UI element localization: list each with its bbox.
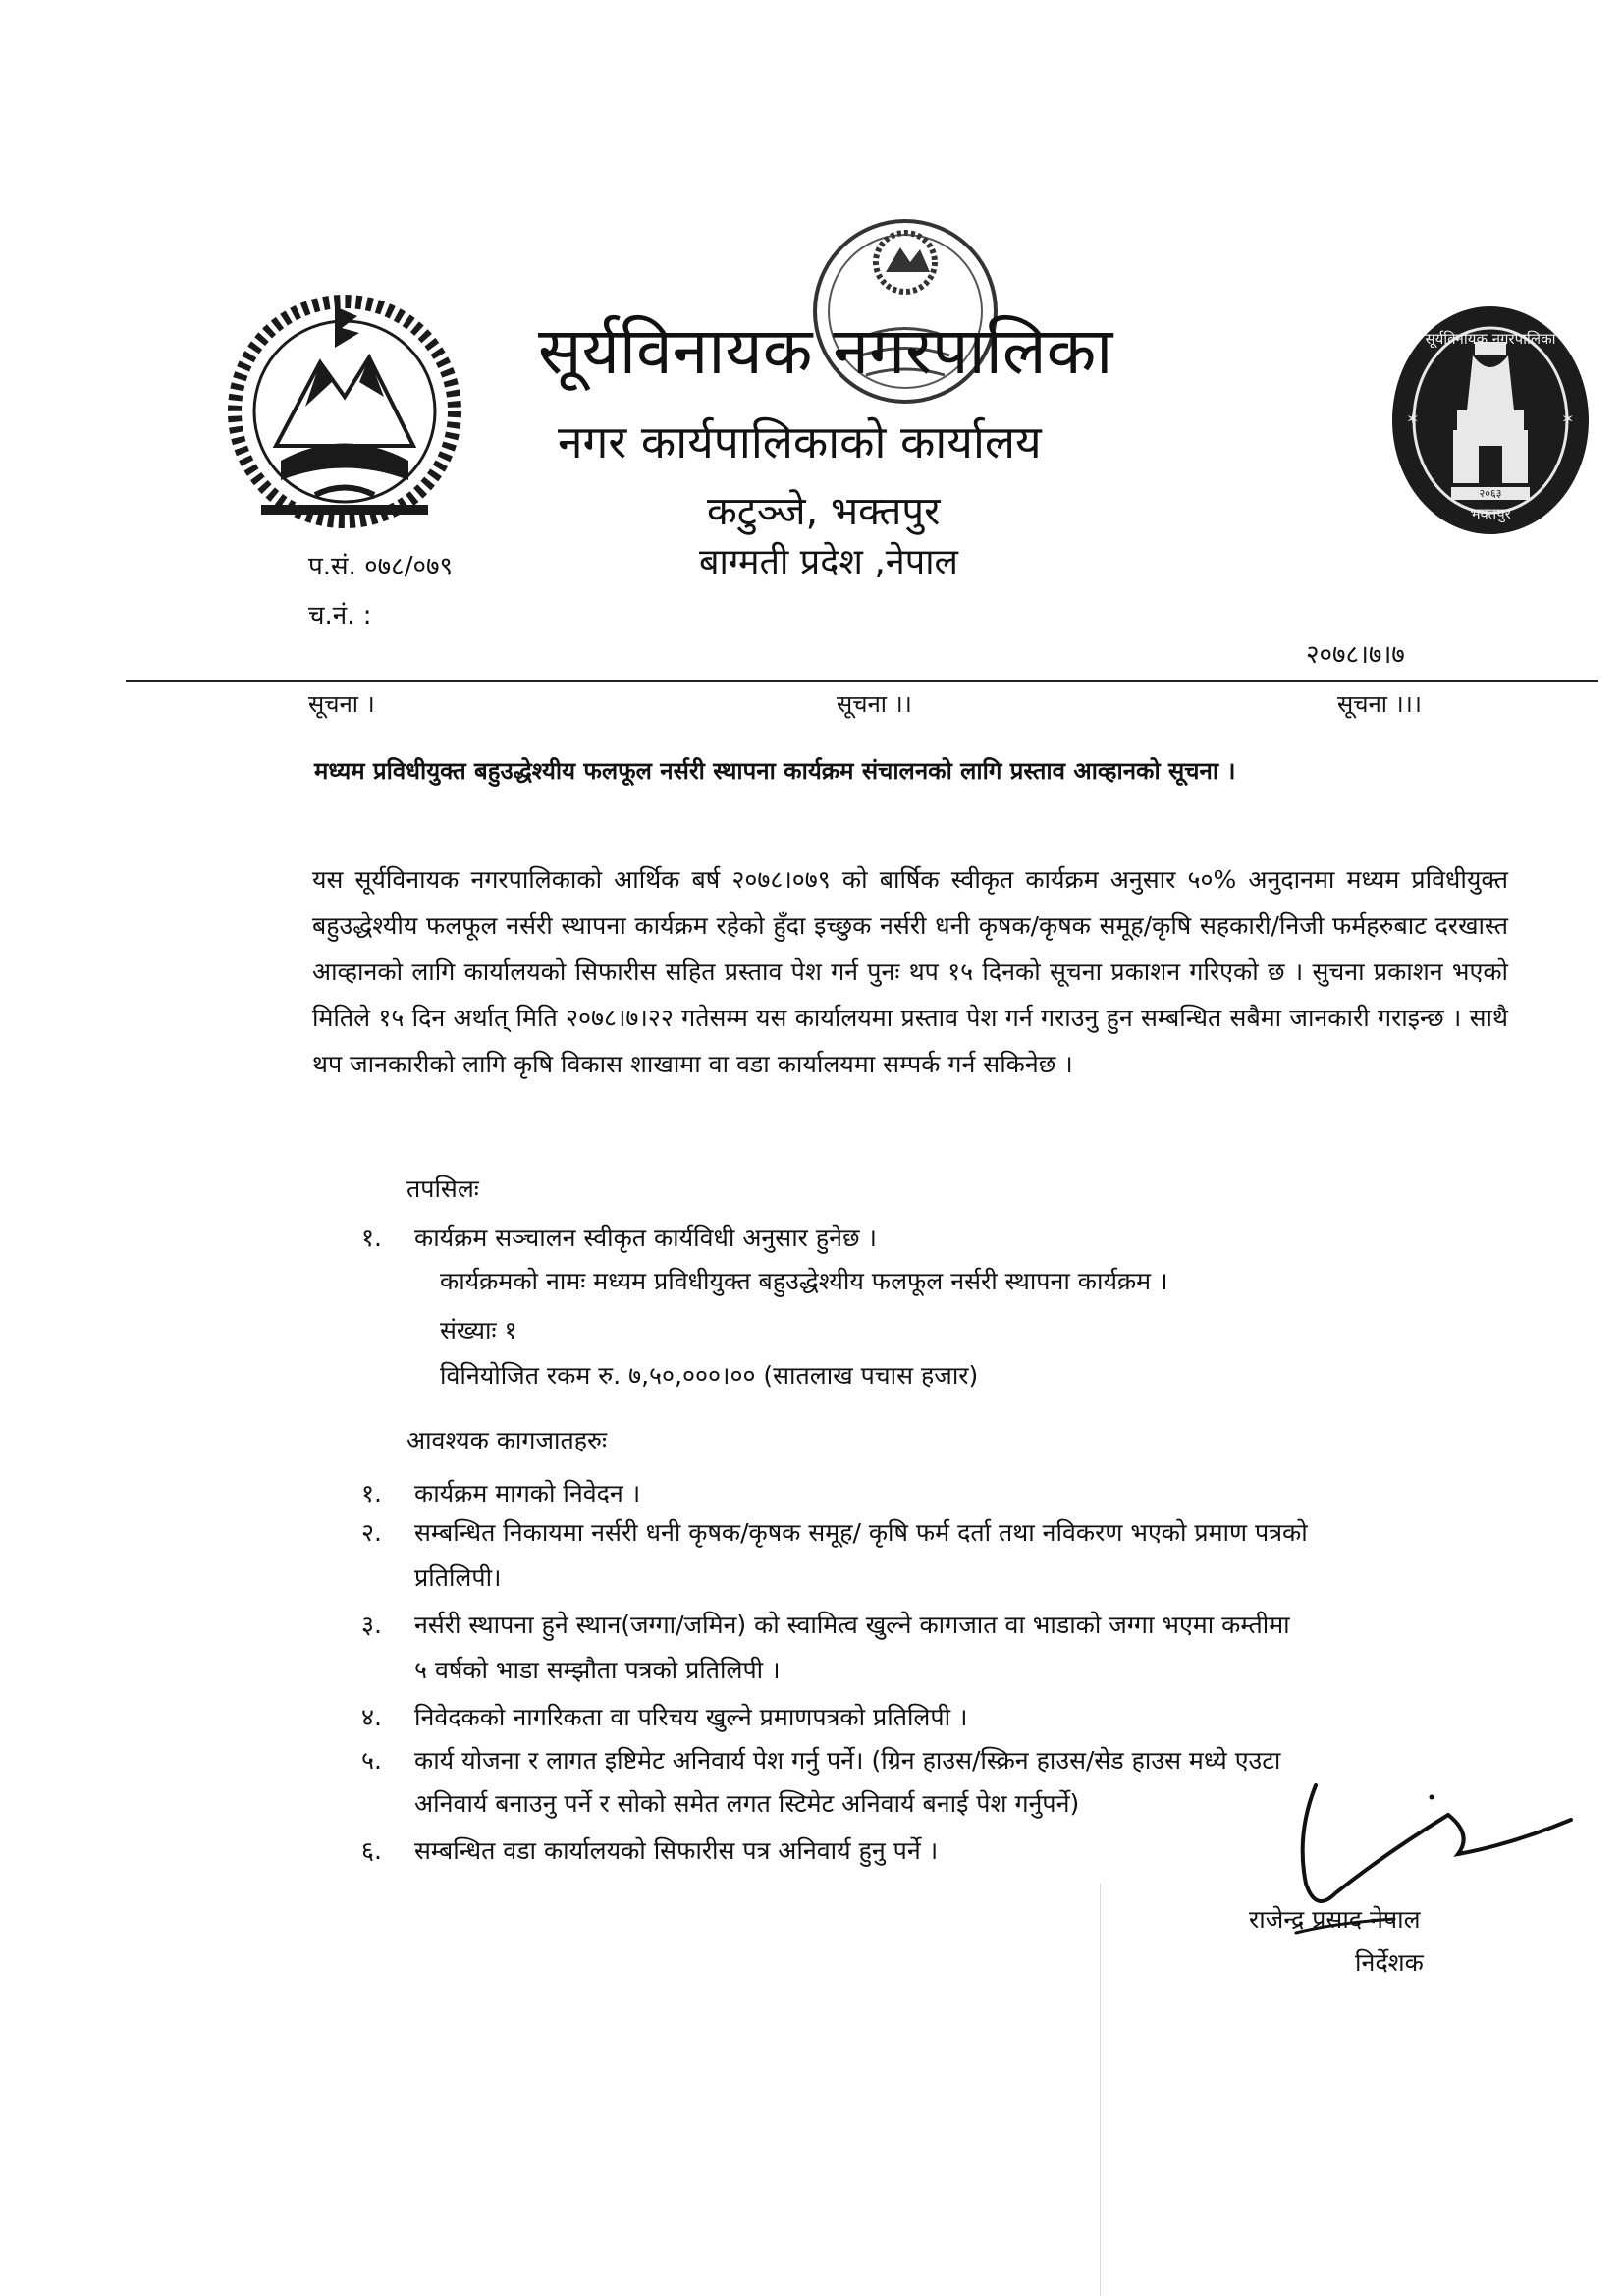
document-item-5-continued: अनिवार्य बनाउनु पर्ने र सोको समेत लगत स्टिमेट अनिवार्य बनाई पेश गर्नुपर्ने) [414, 1789, 1080, 1818]
document-item-number: ४. [361, 1703, 382, 1731]
document-item-number: २. [361, 1518, 382, 1547]
details-heading: तपसिलः [406, 1175, 479, 1203]
notice-subject: मध्यम प्रविधीयुक्त बहुउद्धेश्यीय फलफूल नर्सरी स्थापना कार्यक्रम संचालनको लागि प्रस्ताव आव्हानको सूचना । [314, 757, 1236, 785]
header-divider [126, 680, 1598, 682]
document-item-number: ३. [361, 1611, 382, 1639]
logo-bottom-text: भक्तपुर [1470, 505, 1511, 522]
details-item [361, 1222, 877, 1255]
office-title: सूर्यविनायक नगरपालिका [538, 313, 1113, 389]
document-item-2-continued: प्रतिलिपी। [414, 1563, 502, 1592]
nepal-emblem [222, 289, 467, 534]
document-item-3 [361, 1609, 1290, 1642]
program-quantity: संख्याः १ [440, 1316, 517, 1344]
document-item-5 [361, 1744, 1280, 1777]
office-address-line1: कटुञ्जे, भक्तपुर [707, 489, 941, 534]
document-item-text: कार्य योजना र लागत इष्टिमेट अनिवार्य पेश गर्नु पर्ने। (ग्रिन हाउस/स्क्रिन हाउस/सेड हाउस मध्ये एउटा [414, 1746, 1281, 1775]
document-item-text: सम्बन्धित निकायमा नर्सरी धनी कृषक/कृषक समूह/ कृषि फर्म दर्ता तथा नविकरण भएको प्रमाण पत्रको [414, 1518, 1308, 1547]
svg-text:✶: ✶ [1561, 410, 1575, 428]
document-item-text: कार्यक्रम मागको निवेदन । [414, 1479, 641, 1507]
signatory-title: निर्देशक [1355, 1948, 1424, 1977]
document-item-number: ६. [361, 1836, 382, 1865]
notice-body: यस सूर्यविनायक नगरपालिकाको आर्थिक बर्ष २०७८।०७९ को बार्षिक स्वीकृत कार्यक्रम अनुसार ५०% अनुदानमा मध्यम प्रविधीयुक्त बहुउद्धेश्यीय फलफूल नर्सरी स्थापना कार्यक्रम रहेको हुँदा इच्छुक नर्सरी धनी कृषक/कृषक समूह/कृषि सहकारी/निजी फर्महरुबाट दरखास्त आव्हानको लागि कार्यालयको सिफारीस सहित प्रस्ताव पेश गर्न पुनः थप १५ दिनको सूचना प्रकाशन गरिएको छ । सुचना प्रकाशन भएको मितिले १५ दिन अर्थात् मिति २०७८।७।२२ गतेसम्म यस कार्यालयमा प्रस्ताव पेश गर्न गराउनु हुन सम्बन्धित सबैमा जानकारी गराइन्छ । साथै थप जानकारीको लागि कृषि विकास शाखामा वा वडा कार्यालयमा सम्पर्क गर्न सकिनेछ । [312, 865, 1508, 1078]
document-item-text: सम्बन्धित वडा कार्यालयको सिफारीस पत्र अनिवार्य हुनु पर्ने । [414, 1836, 939, 1865]
logo-year-text: २०६३ [1451, 487, 1530, 500]
paper-fold-line [1100, 1884, 1101, 2296]
notice-label-3: सूचना ।।। [1337, 690, 1422, 718]
logo-top-text: सूर्यविनायक नगरपालिका [1425, 330, 1556, 348]
document-item-text: नर्सरी स्थापना हुने स्थान(जग्गा/जमिन) को स्वामित्व खुल्ने कागजात वा भाडाको जग्गा भएमा कम्तीमा [414, 1611, 1290, 1639]
program-name: कार्यक्रमको नामः मध्यम प्रविधीयुक्त बहुउद्धेश्यीय फलफूल नर्सरी स्थापना कार्यक्रम । [440, 1267, 1168, 1295]
notice-label-2: सूचना ।। [837, 690, 912, 718]
document-item-number: ५. [361, 1746, 382, 1775]
details-item-text: कार्यक्रम सञ्चालन स्वीकृत कार्यविधी अनुसार हुनेछ । [414, 1224, 877, 1252]
documents-heading: आवश्यक कागजातहरुः [406, 1426, 608, 1454]
document-item-2 [361, 1516, 1308, 1550]
svg-text:✶: ✶ [1406, 410, 1420, 428]
document-item-3-continued: ५ वर्षको भाडा सम्झौता पत्रको प्रतिलिपी । [414, 1656, 781, 1684]
document-item-number: १. [361, 1479, 382, 1507]
office-subtitle: नगर कार्यपालिकाको कार्यालय [558, 415, 1042, 468]
signatory-name: राजेन्द्र प्रसाद नेपाल [1249, 1905, 1421, 1934]
document-item-6 [361, 1834, 938, 1868]
document-item-text: निवेदकको नागरिकता वा परिचय खुल्ने प्रमाणपत्रको प्रतिलिपी । [414, 1703, 968, 1731]
letter-number: प.सं. ०७८/०७९ [308, 552, 454, 581]
document-item-4 [361, 1701, 967, 1734]
office-address-line2: बाग्मती प्रदेश ,नेपाल [699, 542, 958, 582]
details-item-number: १. [361, 1224, 382, 1252]
document-item-1 [361, 1477, 640, 1510]
letter-date: २०७८।७।७ [1306, 640, 1405, 670]
municipality-logo [1388, 302, 1593, 538]
allocated-amount: विनियोजित रकम रु. ७,५०,०००।०० (सातलाख पचास हजार) [440, 1361, 979, 1390]
notice-label-1: सूचना । [308, 690, 375, 718]
dispatch-number: च.नं. : [308, 601, 372, 630]
